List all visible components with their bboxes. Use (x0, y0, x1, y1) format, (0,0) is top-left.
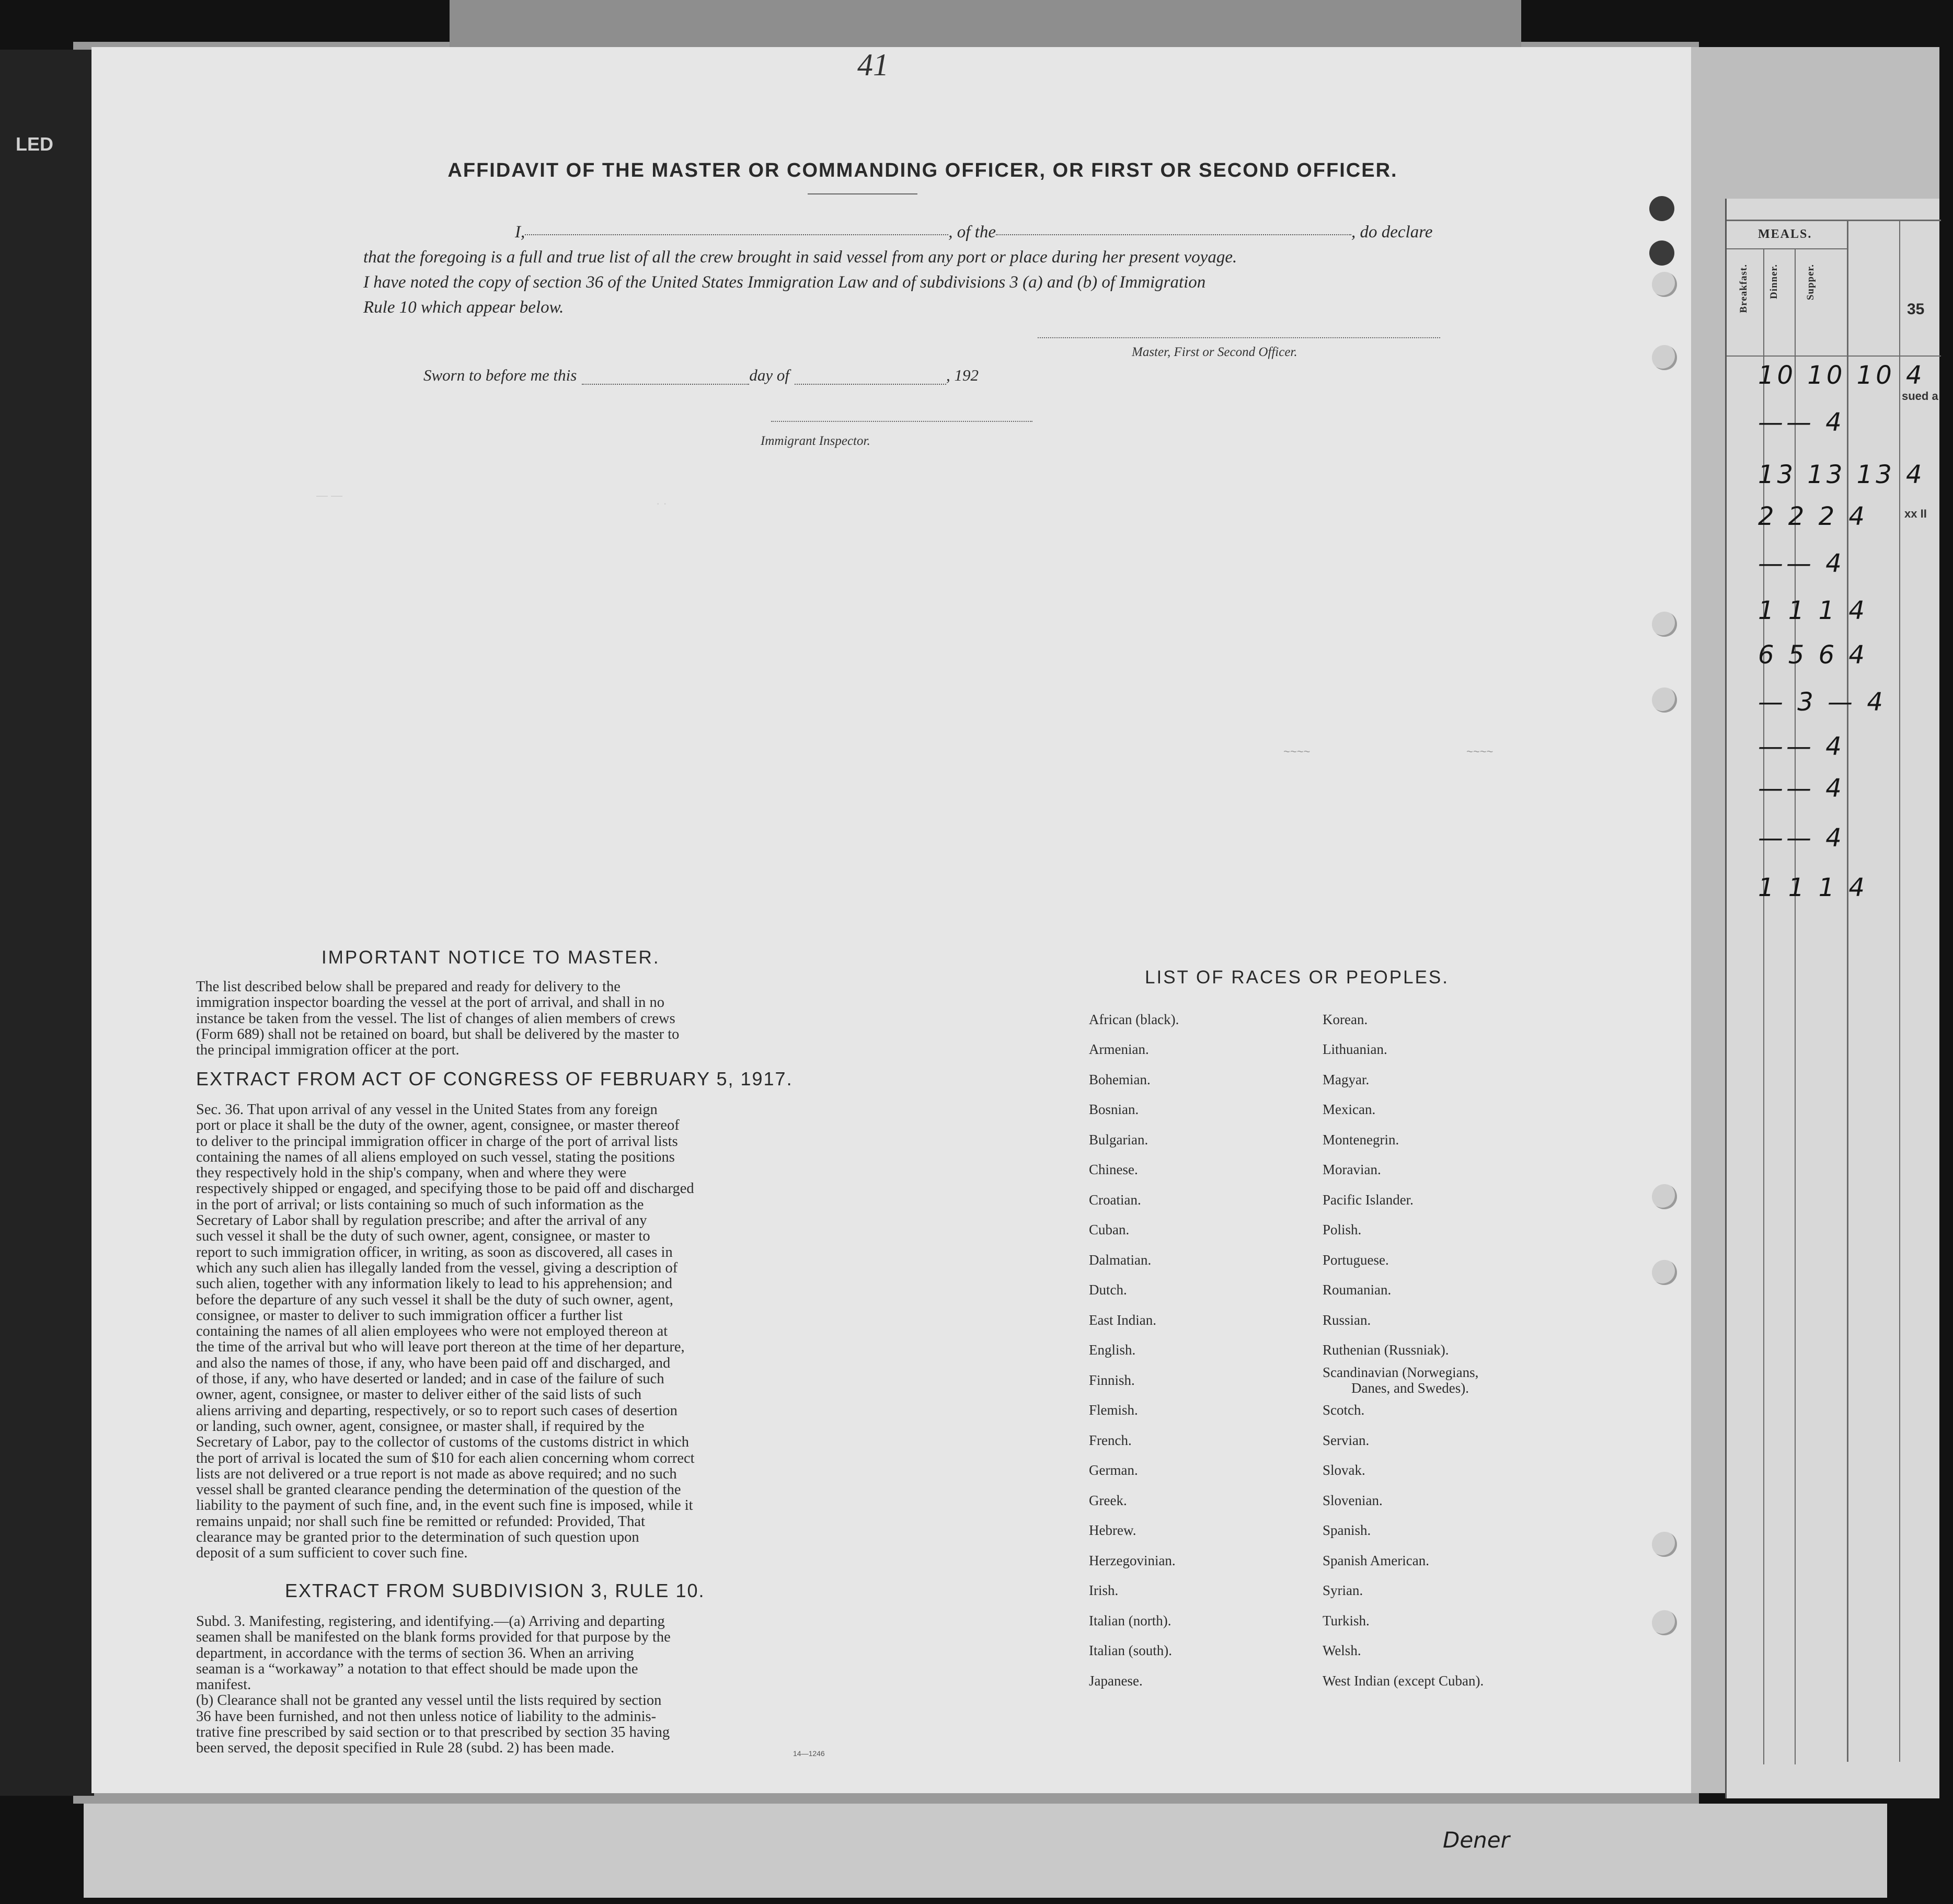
race-item: Russian. (1323, 1312, 1371, 1328)
race-item: Scandinavian (Norwegians, (1323, 1364, 1479, 1380)
rule-extract-text (196, 1614, 897, 1757)
race-item: Portuguese. (1323, 1252, 1389, 1268)
meal-column-breakfast: Breakfast. (1738, 264, 1749, 313)
race-item: Bohemian. (1089, 1072, 1151, 1087)
rule-line: been served, the deposit specified in Rule 28 (subd. 2) has been made. (196, 1740, 615, 1757)
sworn-year: , 192 (946, 366, 979, 384)
race-item: Italian (south). (1089, 1643, 1172, 1658)
punch-hole (1652, 1184, 1677, 1209)
punch-hole (1652, 345, 1677, 370)
show-through-mark: — — (316, 489, 343, 502)
act-extract-text (196, 1102, 897, 1562)
race-item: Mexican. (1323, 1102, 1376, 1117)
rule-line: trative fine prescribed by said section or to that prescribed by section 35 having (196, 1725, 670, 1741)
race-item: Moravian. (1323, 1162, 1381, 1177)
rule-line: (b) Clearance shall not be granted any vessel until the lists required by section (196, 1693, 662, 1709)
notice-line: instance be taken from the vessel. The list of changes of alien members of crews (196, 1011, 675, 1027)
column-number: 35 (1907, 301, 1925, 318)
act-line: such vessel it shall be the duty of such owner, agent, consignee, or master to (196, 1229, 650, 1245)
races-heading: LIST OF RACES OR PEOPLES. (1145, 967, 1450, 988)
race-item: Polish. (1323, 1222, 1362, 1237)
act-line: in the port of arrival; or lists containing so much of such information as the (196, 1197, 644, 1213)
show-through-mark: ~~~~ (1283, 745, 1311, 758)
meal-column-dinner: Dinner. (1768, 264, 1779, 300)
meals-panel (1725, 199, 1939, 1798)
act-line: before the departure of any such vessel it shall be the duty of such owner, agent, (196, 1292, 673, 1308)
race-item: Korean. (1323, 1012, 1368, 1027)
handwritten-meal-row: —— 4 (1758, 732, 1845, 761)
race-item: Cuban. (1089, 1222, 1130, 1237)
notice-line: The list described below shall be prepared and ready for delivery to the (196, 979, 621, 995)
race-item: Slovak. (1323, 1462, 1365, 1478)
declaration-line-1 (363, 220, 1472, 245)
punch-hole (1652, 612, 1677, 637)
act-line: liability to the payment of such fine, and, in the event such fine is imposed, while it (196, 1498, 693, 1514)
act-line: containing the names of all alien employees who were not employed thereon at (196, 1324, 668, 1340)
act-extract-heading: EXTRACT FROM ACT OF CONGRESS OF FEBRUARY 5, 1917. (196, 1068, 793, 1089)
race-item: Bosnian. (1089, 1102, 1139, 1117)
race-item: African (black). (1089, 1012, 1179, 1027)
act-line: such alien, together with any information likely to lead to his apprehension; and (196, 1276, 672, 1292)
race-item: Dutch. (1089, 1282, 1127, 1298)
edge-note: xx II (1904, 507, 1927, 520)
race-item: Armenian. (1089, 1041, 1149, 1057)
race-item: Bulgarian. (1089, 1132, 1148, 1148)
race-item: Spanish. (1323, 1522, 1371, 1538)
handwritten-meal-row: 10 10 10 4 (1758, 361, 1925, 390)
handwritten-meal-row: —— 4 (1758, 774, 1845, 803)
notice-heading: IMPORTANT NOTICE TO MASTER. (321, 947, 660, 968)
notice-text (196, 979, 897, 1058)
race-item: Croatian. (1089, 1192, 1141, 1208)
inspector-signature-caption: Immigrant Inspector. (761, 434, 870, 448)
grid-line (1727, 355, 1941, 357)
act-line: report to such immigration officer, in writing, as soon as discovered, all cases in (196, 1244, 673, 1260)
race-item: Welsh. (1323, 1643, 1361, 1658)
show-through-mark: · · (656, 497, 667, 510)
act-line: of those, if any, who have deserted or landed; and in case of the failure of such (196, 1371, 664, 1387)
declaration-block (363, 220, 1472, 320)
punch-hole (1649, 240, 1674, 266)
sworn-day-of: day of (749, 366, 789, 384)
race-item: Pacific Islander. (1323, 1192, 1414, 1208)
grid-line (1847, 220, 1848, 1762)
handwritten-meal-row: —— 4 (1758, 549, 1845, 578)
race-item: Greek. (1089, 1493, 1127, 1508)
act-line: and also the names of those, if any, who have been paid off and discharged, and (196, 1355, 671, 1371)
notice-line: (Form 689) shall not be retained on board, but shall be delivered by the master to (196, 1026, 680, 1042)
page-number: 41 (857, 48, 889, 82)
race-item: Irish. (1089, 1582, 1119, 1598)
act-line: the port of arrival is located the sum of $10 for each alien concerning whom correct (196, 1450, 695, 1466)
act-line: Sec. 36. That upon arrival of any vessel in the United States from any foreign (196, 1102, 658, 1118)
side-label: LED (16, 133, 53, 155)
show-through-mark: ~~~~ (1466, 745, 1494, 758)
race-item: Flemish. (1089, 1402, 1138, 1418)
act-line: to deliver to the principal immigration officer in charge of the port of arrival lists (196, 1133, 678, 1150)
act-line: they respectively hold in the ship's company, when and where they were (196, 1165, 627, 1182)
handwritten-meal-row: 6 5 6 4 (1758, 640, 1868, 670)
rule-line: Subd. 3. Manifesting, registering, and identifying.—(a) Arriving and departing (196, 1614, 665, 1630)
grid-line (1727, 248, 1847, 249)
race-item: Syrian. (1323, 1582, 1363, 1598)
master-signature-caption: Master, First or Second Officer. (1132, 345, 1297, 359)
inspector-signature-line[interactable] (771, 421, 1032, 422)
race-item: Servian. (1323, 1432, 1370, 1448)
handwritten-meal-row: — 3 — 4 (1758, 687, 1886, 717)
act-line: the time of the arrival but who will leave port thereon at the time of her departure, (196, 1339, 685, 1356)
affidavit-page (91, 47, 1691, 1793)
act-line: Secretary of Labor, pay to the collector of customs of the customs district in which (196, 1435, 690, 1451)
race-item: German. (1089, 1462, 1138, 1478)
act-line: containing the names of all aliens employed on such vessel, stating the positions (196, 1149, 675, 1165)
race-item: Italian (north). (1089, 1613, 1171, 1628)
race-item: Montenegrin. (1323, 1132, 1399, 1148)
handwritten-meal-row: 1 1 1 4 (1758, 873, 1868, 902)
officer-name-field[interactable] (525, 220, 948, 235)
sworn-prefix: Sworn to before me this (423, 366, 577, 384)
declaration-line-3: I have noted the copy of section 36 of the United States Immigration Law and of subdivisions 3 (a) and (b) of Immigration (363, 273, 1206, 292)
race-item: English. (1089, 1342, 1136, 1358)
act-line: which any such alien has illegally landed from the vessel, giving a description of (196, 1260, 678, 1276)
handwritten-meal-row: 13 13 13 4 (1758, 460, 1925, 489)
left-sheet-edge (0, 50, 94, 1796)
act-line: or landing, such owner, agent, consignee, or master shall, if required by the (196, 1418, 645, 1435)
rule-extract-heading: EXTRACT FROM SUBDIVISION 3, RULE 10. (285, 1580, 705, 1601)
declaration-of-the: , of the (948, 223, 996, 242)
vessel-name-field[interactable] (996, 220, 1351, 235)
meal-column-supper: Supper. (1805, 264, 1816, 301)
declaration-i: I, (515, 223, 525, 242)
race-item: Hebrew. (1089, 1522, 1136, 1538)
punch-hole (1649, 196, 1674, 221)
act-line: clearance may be granted prior to the determination of such question upon (196, 1530, 639, 1546)
race-item: Scotch. (1323, 1402, 1365, 1418)
act-line: vessel shall be granted clearance pending the determination of the question of the (196, 1482, 681, 1498)
edge-note: sued a (1902, 389, 1938, 403)
race-item: Chinese. (1089, 1162, 1138, 1177)
race-item: East Indian. (1089, 1312, 1156, 1328)
act-line: consignee, or master to deliver to such immigration officer a further list (196, 1307, 623, 1324)
punch-hole (1652, 272, 1677, 297)
act-line: deposit of a sum sufficient to cover such fine. (196, 1545, 468, 1562)
race-item: French. (1089, 1432, 1132, 1448)
race-item: Spanish American. (1323, 1553, 1429, 1568)
race-item: Roumanian. (1323, 1282, 1392, 1298)
act-line: remains unpaid; nor shall such fine be remitted or refunded: Provided, That (196, 1513, 645, 1530)
punch-hole (1652, 1532, 1677, 1557)
declaration-line-2: that the foregoing is a full and true list of all the crew brought in said vessel from any port or place during her present voyage. (363, 248, 1237, 267)
rule-line: 36 have been furnished, and not then unless notice of liability to the adminis- (196, 1708, 657, 1725)
meals-heading: MEALS. (1758, 227, 1812, 241)
title-divider (808, 193, 917, 194)
act-line: Secretary of Labor shall by regulation prescribe; and after the arrival of any (196, 1213, 647, 1229)
sworn-day-field[interactable] (582, 369, 749, 385)
master-signature-line[interactable] (1038, 337, 1440, 338)
act-line: aliens arriving and departing, respectively, or so to report such cases of desertion (196, 1403, 677, 1419)
rule-line: department, in accordance with the terms of section 36. When an arriving (196, 1645, 634, 1661)
back-sheet-top (450, 0, 1521, 47)
punch-hole (1652, 1260, 1677, 1285)
declaration-line-4: Rule 10 which appear below. (363, 298, 564, 317)
rule-line: seamen shall be manifested on the blank forms provided for that purpose by the (196, 1630, 671, 1646)
notice-line: the principal immigration officer at the port. (196, 1042, 459, 1059)
race-item-continuation: Danes, and Swedes). (1351, 1380, 1469, 1396)
handwritten-meal-row: 2 2 2 4 (1758, 502, 1868, 531)
grid-line (1727, 220, 1941, 221)
race-item: Dalmatian. (1089, 1252, 1152, 1268)
race-item: Finnish. (1089, 1372, 1135, 1388)
bottom-signature: Dener (1443, 1827, 1510, 1853)
race-item: Turkish. (1323, 1613, 1370, 1628)
race-item: Ruthenian (Russniak). (1323, 1342, 1449, 1358)
race-item: Japanese. (1089, 1673, 1143, 1689)
grid-line (1899, 220, 1900, 1762)
notice-line: immigration inspector boarding the vessel at the port of arrival, and shall in no (196, 995, 664, 1011)
act-line: respectively shipped or engaged, and specifying those to be paid off and discharged (196, 1181, 694, 1197)
sworn-month-field[interactable] (795, 369, 946, 385)
rule-line: seaman is a “workaway” a notation to that effect should be made upon the (196, 1661, 638, 1677)
handwritten-meal-row: 1 1 1 4 (1758, 596, 1868, 625)
affidavit-title: AFFIDAVIT OF THE MASTER OR COMMANDING OFFICER, OR FIRST OR SECOND OFFICER. (447, 159, 1398, 181)
sworn-line (423, 366, 979, 385)
rule-line: manifest. (196, 1677, 251, 1693)
race-item: West Indian (except Cuban). (1323, 1673, 1484, 1689)
act-line: lists are not delivered or a true report is not made as above required; and no such (196, 1466, 677, 1482)
handwritten-meal-row: —— 4 (1758, 823, 1845, 853)
bottom-sheet-edge (84, 1804, 1887, 1898)
punch-hole (1652, 1610, 1677, 1635)
punch-hole (1652, 687, 1677, 713)
race-item: Lithuanian. (1323, 1041, 1387, 1057)
form-number: 14—1246 (793, 1749, 825, 1758)
declaration-do-declare: , do declare (1351, 223, 1433, 242)
race-item: Herzegovinian. (1089, 1553, 1176, 1568)
handwritten-meal-row: —— 4 (1758, 408, 1845, 437)
act-line: owner, agent, consignee, or master to deliver either of the said lists of such (196, 1387, 642, 1403)
race-item: Magyar. (1323, 1072, 1370, 1087)
race-item: Slovenian. (1323, 1493, 1383, 1508)
act-line: port or place it shall be the duty of the owner, agent, consignee, or master thereof (196, 1118, 680, 1134)
